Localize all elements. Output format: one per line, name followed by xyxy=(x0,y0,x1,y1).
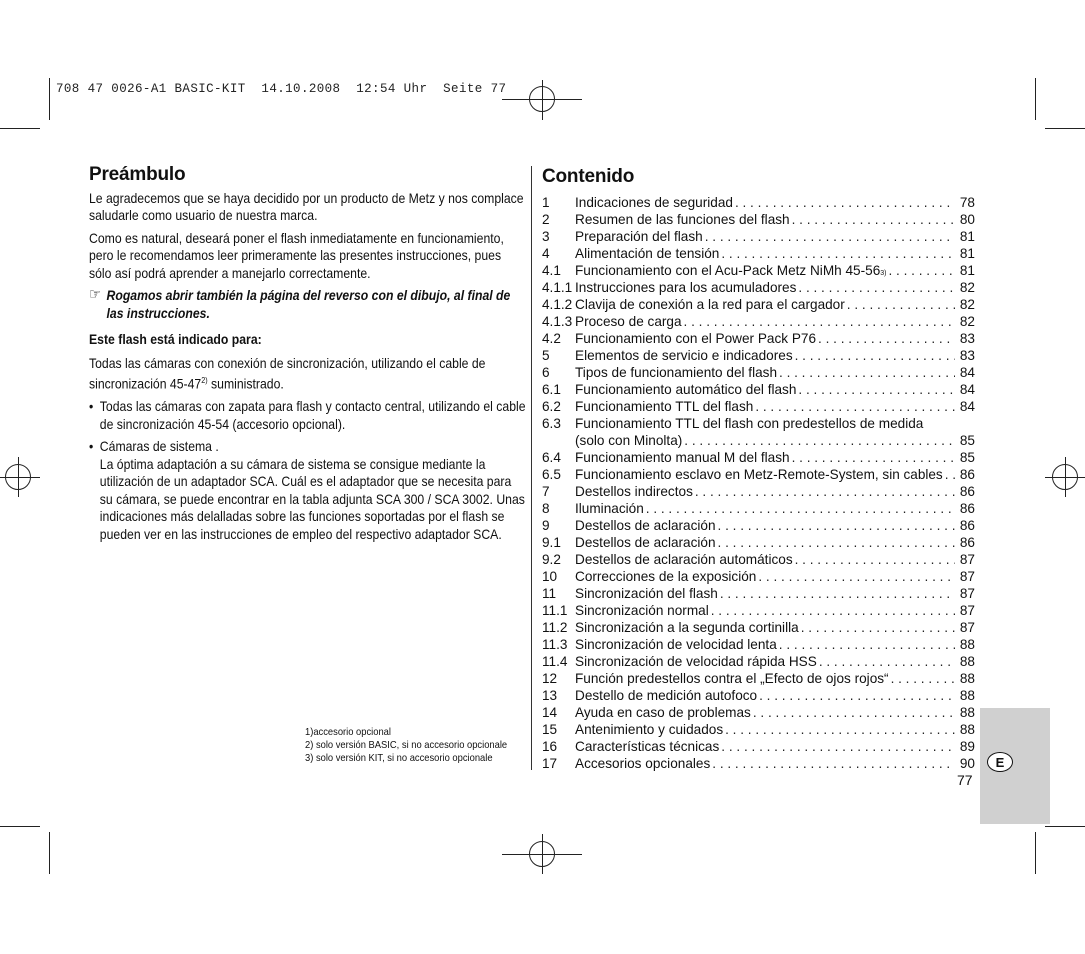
crop-mark xyxy=(1045,128,1085,129)
toc-entry-title: Clavija de conexión a la red para el cargador xyxy=(575,297,845,312)
toc-entry-page: 87 xyxy=(959,552,975,567)
toc-entry-number: 15 xyxy=(542,722,558,737)
toc-entry-number: 13 xyxy=(542,688,558,703)
toc-entry-title: Funcionamiento manual M del flash xyxy=(575,450,790,465)
crop-mark xyxy=(0,826,40,827)
toc-leader-dots xyxy=(792,211,955,228)
toc-leader-dots xyxy=(801,619,955,636)
toc-entry-number: 17 xyxy=(542,756,558,771)
toc-entry-title: Funcionamiento TTL del flash con predestellos de medida xyxy=(575,416,924,431)
toc-entry xyxy=(542,347,975,364)
toc-entry xyxy=(542,313,975,330)
toc-leader-dots xyxy=(712,755,955,772)
toc-entry-number: 6 xyxy=(542,365,550,380)
toc-entry-title: Sincronización del flash xyxy=(575,586,718,601)
toc-entry-number: 1 xyxy=(542,195,550,210)
toc-entry-title: Instrucciones para los acumuladores xyxy=(575,280,797,295)
compatibility-text: Todas las cámaras con conexión de sincronización, utilizando el cable de sincronización 45-47 xyxy=(89,355,486,392)
toc-entry xyxy=(542,738,975,755)
toc-entry-number: 3 xyxy=(542,229,550,244)
toc-entry-number: 10 xyxy=(542,569,558,584)
toc-leader-dots xyxy=(891,670,955,687)
toc-entry xyxy=(542,721,975,738)
toc-entry xyxy=(542,228,975,245)
bullet-marker: • xyxy=(89,439,94,455)
toc-leader-dots xyxy=(798,381,955,398)
preamble-paragraph: Le agradecemos que se haya decidido por un producto de Metz y nos complace saludarle como usuario de nuestra marca. xyxy=(89,190,524,223)
toc-entry-page: 82 xyxy=(959,280,975,295)
toc-entry-number: 6.5 xyxy=(542,467,561,482)
contents-title: Contenido xyxy=(542,166,635,187)
toc-leader-dots xyxy=(758,568,955,585)
footnote-ref: 3) xyxy=(880,270,887,277)
toc-entry-number: 14 xyxy=(542,705,558,720)
bullet-marker: • xyxy=(89,399,94,415)
toc-leader-dots xyxy=(759,687,955,704)
toc-entry-number: 6.4 xyxy=(542,450,561,465)
toc-entry xyxy=(542,670,975,687)
pointing-hand-icon: ☞ xyxy=(89,286,102,303)
toc-entry xyxy=(542,551,975,568)
toc-entry-title: Funcionamiento con el Acu-Pack Metz NiMh 45-56 xyxy=(575,263,881,278)
toc-entry-page: 85 xyxy=(959,450,975,465)
toc-entry xyxy=(542,245,975,262)
toc-leader-dots xyxy=(695,483,955,500)
toc-leader-dots xyxy=(646,500,955,517)
toc-entry xyxy=(542,449,975,466)
crop-mark xyxy=(1035,78,1036,120)
toc-entry-title: Preparación del flash xyxy=(575,229,703,244)
toc-leader-dots xyxy=(720,585,955,602)
toc-entry xyxy=(542,483,975,500)
toc-leader-dots xyxy=(718,534,955,551)
toc-entry-title: Funcionamiento con el Power Pack P76 xyxy=(575,331,817,346)
toc-entry xyxy=(542,687,975,704)
toc-entry-page: 81 xyxy=(959,263,975,278)
toc-leader-dots xyxy=(779,364,955,381)
toc-entry-title: Iluminación xyxy=(575,501,644,516)
toc-entry xyxy=(542,704,975,721)
toc-entry-page: 78 xyxy=(959,195,975,210)
toc-entry-title: Sincronización normal xyxy=(575,603,709,618)
toc-entry-page: 90 xyxy=(959,756,975,771)
toc-leader-dots xyxy=(725,721,955,738)
column-divider xyxy=(531,166,532,770)
toc-entry-title: Alimentación de tensión xyxy=(575,246,720,261)
toc-entry xyxy=(542,534,975,551)
toc-leader-dots xyxy=(798,279,955,296)
toc-entry-title: Sincronización de velocidad rápida HSS xyxy=(575,654,817,669)
toc-leader-dots xyxy=(684,432,955,449)
toc-entry-number: 9.1 xyxy=(542,535,561,550)
crop-mark xyxy=(1035,832,1036,874)
toc-entry-title: Accesorios opcionales xyxy=(575,756,711,771)
registration-mark xyxy=(1052,464,1078,490)
compatibility-heading: Este flash está indicado para: xyxy=(89,332,262,347)
toc-entry xyxy=(542,568,975,585)
toc-entry xyxy=(542,636,975,653)
toc-leader-dots xyxy=(705,228,955,245)
toc-entry-number: 2 xyxy=(542,212,550,227)
toc-leader-dots xyxy=(792,449,955,466)
toc-entry-title: (solo con Minolta) xyxy=(575,433,683,448)
toc-entry xyxy=(542,415,975,432)
compatibility-text-end: suministrado. xyxy=(207,376,284,392)
toc-entry-title: Funcionamiento automático del flash xyxy=(575,382,797,397)
toc-entry-page: 85 xyxy=(959,433,975,448)
toc-leader-dots xyxy=(945,466,955,483)
toc-entry-page: 87 xyxy=(959,620,975,635)
toc-entry-title: Elementos de servicio e indicadores xyxy=(575,348,793,363)
toc-entry-page: 80 xyxy=(959,212,975,227)
toc-entry xyxy=(542,296,975,313)
toc-leader-dots xyxy=(795,551,955,568)
toc-entry-page: 87 xyxy=(959,603,975,618)
toc-entry xyxy=(542,500,975,517)
contents-section xyxy=(542,166,975,772)
toc-entry-page: 83 xyxy=(959,348,975,363)
toc-leader-dots xyxy=(795,347,955,364)
toc-entry-number: 7 xyxy=(542,484,550,499)
toc-leader-dots xyxy=(818,330,955,347)
toc-entry-title: Destello de medición autofoco xyxy=(575,688,758,703)
toc-entry-page: 84 xyxy=(959,382,975,397)
list-item-heading: Cámaras de sistema . xyxy=(99,439,219,455)
toc-entry-title: Función predestellos contra el „Efecto de ojos rojos“ xyxy=(575,671,889,686)
toc-entry-number: 11.3 xyxy=(542,637,568,652)
table-of-contents xyxy=(542,194,975,772)
preamble-title: Preámbulo xyxy=(89,164,186,185)
toc-entry xyxy=(542,517,975,534)
toc-entry xyxy=(542,262,975,279)
note-text: Rogamos abrir también la página del reverso con el dibujo, al final de las instrucciones. xyxy=(106,288,511,321)
toc-entry-number: 4 xyxy=(542,246,550,261)
toc-entry xyxy=(542,466,975,483)
toc-entry-number: 4.2 xyxy=(542,331,561,346)
toc-entry-page: 81 xyxy=(959,229,975,244)
toc-entry-title: Resumen de las funciones del flash xyxy=(575,212,790,227)
toc-entry xyxy=(542,602,975,619)
toc-entry-page: 86 xyxy=(959,501,975,516)
list-item xyxy=(89,438,526,543)
toc-entry-page: 88 xyxy=(959,654,975,669)
toc-entry xyxy=(542,755,975,772)
toc-entry-page: 87 xyxy=(959,586,975,601)
toc-entry-page: 87 xyxy=(959,569,975,584)
toc-entry-title: Antenimiento y cuidados xyxy=(575,722,724,737)
toc-entry-number: 11.2 xyxy=(542,620,568,635)
list-item-text: Todas las cámaras con zapata para flash y contacto central, utilizando el cable de sincronización 45-54 (accesorio opcional). xyxy=(99,399,526,432)
toc-entry-number: 9 xyxy=(542,518,550,533)
registration-mark xyxy=(529,86,555,112)
language-badge: E xyxy=(987,752,1013,772)
toc-entry-number: 11.1 xyxy=(542,603,568,618)
toc-entry-title: Destellos de aclaración xyxy=(575,535,716,550)
toc-entry xyxy=(542,279,975,296)
crop-mark xyxy=(0,128,40,129)
toc-leader-dots xyxy=(847,296,955,313)
toc-entry-title: Ayuda en caso de problemas xyxy=(575,705,751,720)
toc-entry-page: 82 xyxy=(959,297,975,312)
registration-mark xyxy=(529,841,555,867)
toc-leader-dots xyxy=(721,738,955,755)
toc-entry-number: 11.4 xyxy=(542,654,568,669)
toc-entry-number: 6.1 xyxy=(542,382,561,397)
toc-entry-title: Correcciones de la exposición xyxy=(575,569,757,584)
toc-entry-page: 86 xyxy=(959,467,975,482)
toc-entry-number: 9.2 xyxy=(542,552,561,567)
toc-leader-dots xyxy=(684,313,955,330)
crop-mark xyxy=(49,832,50,874)
toc-entry-number: 4.1 xyxy=(542,263,561,278)
toc-entry-number: 6.2 xyxy=(542,399,561,414)
toc-entry-number: 8 xyxy=(542,501,550,516)
toc-entry xyxy=(542,619,975,636)
toc-entry-page: 81 xyxy=(959,246,975,261)
toc-entry xyxy=(542,653,975,670)
footnote: 2) solo versión BASIC, si no accesorio opcionale xyxy=(305,740,508,751)
toc-entry-title: Funcionamiento esclavo en Metz-Remote-System, sin cables xyxy=(575,467,943,482)
toc-entry-page: 88 xyxy=(959,705,975,720)
toc-leader-dots xyxy=(779,636,955,653)
list-item-content xyxy=(100,438,526,543)
registration-mark xyxy=(5,464,31,490)
toc-entry-page: 82 xyxy=(959,314,975,329)
toc-entry-title: Destellos de aclaración automáticos xyxy=(575,552,793,567)
toc-entry-number: 4.1.1 xyxy=(542,280,573,295)
toc-entry-title: Sincronización de velocidad lenta xyxy=(575,637,777,652)
toc-leader-dots xyxy=(718,517,955,534)
compatibility-paragraph xyxy=(89,355,526,394)
toc-entry xyxy=(542,211,975,228)
footnote: 1)accesorio opcional xyxy=(305,727,391,738)
toc-entry-number: 6.3 xyxy=(542,416,561,431)
crop-mark xyxy=(1045,826,1085,827)
toc-entry-number: 5 xyxy=(542,348,550,363)
preamble-section xyxy=(89,166,526,548)
toc-leader-dots xyxy=(721,245,955,262)
toc-entry-page: 88 xyxy=(959,637,975,652)
toc-leader-dots xyxy=(888,262,955,279)
toc-entry-page: 86 xyxy=(959,518,975,533)
toc-entry xyxy=(542,194,975,211)
toc-leader-dots xyxy=(711,602,955,619)
toc-entry-title: Proceso de carga xyxy=(575,314,682,329)
toc-entry-page: 86 xyxy=(959,535,975,550)
toc-entry-title: Sincronización a la segunda cortinilla xyxy=(575,620,799,635)
toc-entry-title: Destellos indirectos xyxy=(575,484,693,499)
toc-entry xyxy=(542,398,975,415)
toc-entry-page: 88 xyxy=(959,722,975,737)
toc-entry xyxy=(542,364,975,381)
toc-entry-number: 16 xyxy=(542,739,558,754)
footnote: 3) solo versión KIT, si no accesorio opcionale xyxy=(305,753,493,764)
toc-entry-page: 88 xyxy=(959,671,975,686)
list-item-text: La óptima adaptación a su cámara de sistema se consigue mediante la utilización de un adaptador SCA. Cuál es el adaptador que se necesita para su cámara, se puede encontrar en la tabla adjunta SCA 300 / SCA 3002. Unas indicaciones más delalladas sobre las funciones soportadas por el flash se pueden ver en las instrucciones de empleo del respectivo adaptador SCA. xyxy=(99,456,525,542)
toc-entry-title: Destellos de aclaración xyxy=(575,518,716,533)
footnotes xyxy=(305,726,535,765)
crop-mark xyxy=(49,78,50,120)
print-header: 708 47 0026-A1 BASIC-KIT 14.10.2008 12:54 Uhr Seite 77 xyxy=(56,82,507,96)
toc-entry-number: 4.1.3 xyxy=(542,314,573,329)
toc-entry-number: 4.1.2 xyxy=(542,297,573,312)
toc-leader-dots xyxy=(819,653,955,670)
toc-entry xyxy=(542,381,975,398)
toc-entry-page: 83 xyxy=(959,331,975,346)
note-block xyxy=(89,287,526,322)
toc-leader-dots xyxy=(735,194,955,211)
toc-entry-page: 86 xyxy=(959,484,975,499)
toc-entry-title: Tipos de funcionamiento del flash xyxy=(575,365,778,380)
footnote-ref: 2) xyxy=(201,376,208,385)
toc-entry-page: 88 xyxy=(959,688,975,703)
toc-entry-title: Indicaciones de seguridad xyxy=(575,195,733,210)
list-item xyxy=(89,398,526,433)
toc-entry-title: Funcionamiento TTL del flash xyxy=(575,399,754,414)
preamble-paragraph: Como es natural, deseará poner el flash inmediatamente en funcionamiento, pero le recomendamos leer primeramente las presentes instrucciones, pues sólo así podrá aprender a manejarlo correctamente. xyxy=(89,230,504,281)
toc-entry-page: 84 xyxy=(959,365,975,380)
toc-entry-number: 11 xyxy=(542,586,557,601)
toc-leader-dots xyxy=(755,398,955,415)
toc-entry xyxy=(542,432,975,449)
toc-entry-page: 89 xyxy=(959,739,975,754)
toc-entry-page: 84 xyxy=(959,399,975,414)
page-number: 77 xyxy=(957,772,973,788)
toc-entry-number: 12 xyxy=(542,671,558,686)
toc-entry-title: Características técnicas xyxy=(575,739,720,754)
toc-entry xyxy=(542,585,975,602)
toc-leader-dots xyxy=(753,704,955,721)
toc-entry xyxy=(542,330,975,347)
